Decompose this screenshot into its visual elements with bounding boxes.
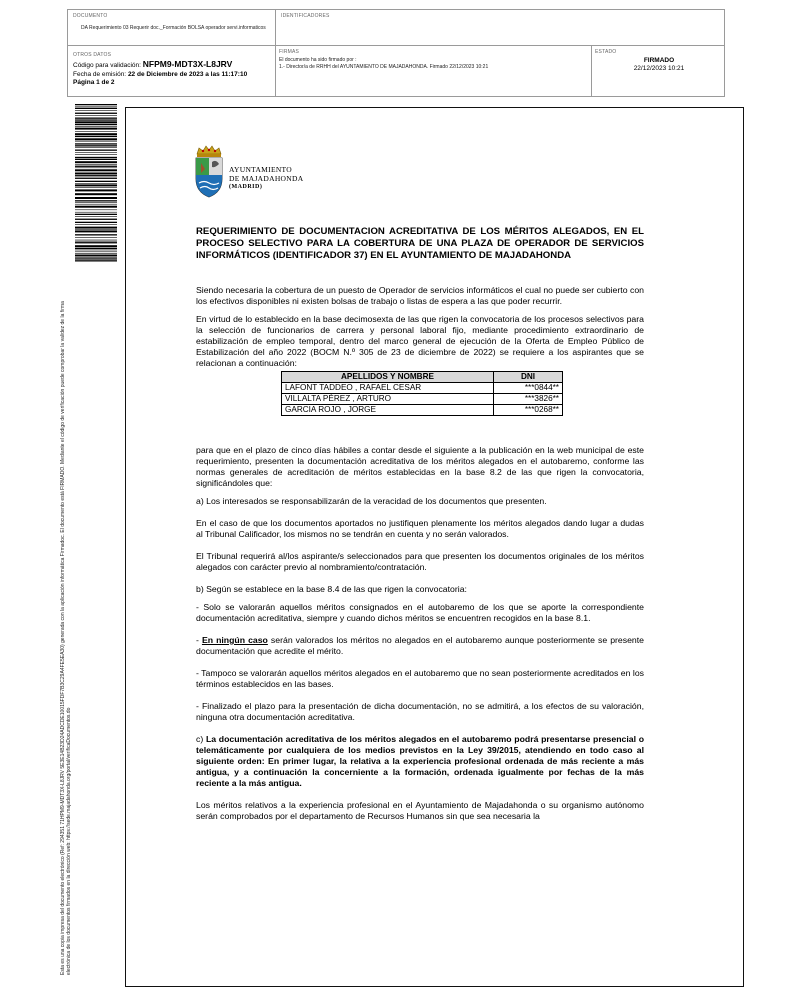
codigo-value: NFPM9-MDT3X-L8JRV [142,59,233,69]
paragraph-4: a) Los interesados se responsabilizarán de la veracidad de los documentos que presenten. [196,496,547,506]
document-body [196,226,644,829]
table-row [282,394,563,405]
fecha-prefix: Fecha de emisión: [73,71,127,78]
header-firmas-box [275,45,592,97]
firmas-line2: 1.- Director/a de RRHH del AYUNTAMIENTO DE MAJADAHONDA. Firmado 22/12/2023 10:21 [279,64,489,70]
paragraph-9 [196,635,644,657]
candidate-dni: ***3826** [494,394,563,405]
fecha-emision [73,71,247,79]
column-header-dni: DNI [494,372,563,383]
codigo-validacion [73,60,232,70]
logo-line2: DE MAJADAHONDA [229,174,304,183]
paragraph-3: para que en el plazo de cinco días hábiles a contar desde el siguiente a la publicación en la web municipal de este requerimiento, presenten la documentación acreditativa de los méritos alegados en el autobaremo, conforme las normas generales de acreditación de méritos establecidas en la base 8.2 de las que rigen la convocatoria, significándoles que: [196,445,644,488]
document-title: REQUERIMIENTO DE DOCUMENTACION ACREDITATIVA DE LOS MÉRITOS ALEGADOS, EN EL PROCESO SELECTIVO PARA LA COBERTURA DE UNA PLAZA DE OPERADOR DE SERVICIOS INFORMÁTICOS (IDENTIFICADOR 37) EN EL AYUNTAMIENTO DE MAJADAHONDA [196,226,644,261]
pagina-indicator: Página 1 de 2 [73,79,115,86]
p9-underlined: En ningún caso [201,635,268,645]
logo-line3: (MADRID) [229,184,263,190]
candidate-name: LAFONT TADDEO , RAFAEL CESAR [282,383,494,394]
table-header-row [282,372,563,383]
paragraph-1: Siendo necesaria la cobertura de un puesto de Operador de servicios informáticos el cual no puede ser cubierto con los efectivos disponibles ni existen bolsas de trabajo o listas de espera a las que poder recurrir. [196,285,644,306]
documento-label: DOCUMENTO [73,13,108,19]
p12-bold: La documentación acreditativa de los méritos alegados en el autobaremo podrá presentarse presencial o telemáticamente por cualquiera de los medios previstos en la Ley 39/2015, atendiendo en todo caso al siguiente orden: En primer lugar, la relativa a la experiencia profesional ordenada de más reciente a más antigua, y a continuación la concerniente a la formación, ordenada igualmente por fechas de la más reciente a la más antigua. [196,734,645,788]
paragraph-13: Los méritos relativos a la experiencia profesional en el Ayuntamiento de Majadahonda o su organismo autónomo serán comprobados por el departamento de Recursos Humanos sin que sea necesaria la [196,800,644,821]
paragraph-7: b) Según se establece en la base 8.4 de las que rigen la convocatoria: [196,584,467,594]
fecha-value: 22 de Diciembre de 2023 a las 11:17:10 [127,71,248,78]
paragraph-10: - Tampoco se valorarán aquellos méritos alegados en el autobaremo que no sean posteriormente acreditados en los términos establecidos en las bases. [196,668,644,689]
firmas-label: FIRMAS [279,49,300,55]
estado-label: ESTADO [595,49,617,55]
estado-date: 22/12/2023 10:21 [633,65,685,72]
header-estado-box [591,45,725,97]
firmas-line1: El documento ha sido firmado por : [279,57,357,63]
paragraph-5: En el caso de que los documentos aportados no justifiquen plenamente los méritos alegados dando lugar a dudas al Tribunal Calificador, los mismos no se tendrán en cuenta y no serán valorados. [196,518,644,539]
otros-datos-label: OTROS DATOS [73,52,112,58]
paragraph-6: El Tribunal requerirá al/los aspirante/s seleccionados para que presenten los documentos originales de los méritos alegados con carácter previo al nombramiento/contratación. [196,551,644,572]
candidate-name: VILLALTA PÉREZ , ARTURO [282,394,494,405]
p9-rest: serán valorados los méritos no alegados en el autobaremo aunque posteriormente se presente documentación que acredite el mérito. [196,635,644,656]
paragraph-8: - Solo se valorarán aquellos méritos consignados en el autobaremo de los que se aporte la correspondiente documentación acreditativa, siempre y cuando dichos méritos se encuentren recogidos en la base 8.1. [196,602,644,623]
codigo-prefix: Código para validación: [73,62,141,69]
table-row [282,405,563,416]
candidate-dni: ***0844** [494,383,563,394]
coat-of-arms-icon [193,145,225,205]
candidate-name: GARCIA ROJO , JORGE [282,405,494,416]
estado-value: FIRMADO [643,57,675,64]
table-row [282,383,563,394]
verification-side-text: Esta es una copia impresa del documento electrónico (Ref: 294351 71HPM9-MDT3X-L8JRV 5E3E14B23D24ADCDE10015FDF7B3C29A4FE5EA30) generada con la aplicación informática Firmadoc. El documento está FIRMADO. Mediante el código de verificación puede comprobar la validez de la firma electrónica de los documentos firmados en la dirección web: https://sede.majadahonda.org/portal/verificaDocumentos.do [60,301,72,975]
candidate-dni: ***0268** [494,405,563,416]
identificadores-label: IDENTIFICADORES [281,13,330,19]
p12-prefix: c) [196,734,206,744]
header-identificadores-box [275,9,725,46]
column-header-name: APELLIDOS Y NOMBRE [282,372,494,383]
paragraph-11: - Finalizado el plazo para la presentación de dicha documentación, no se admitirá, a los efectos de su valoración, ninguna otra documentación acreditativa. [196,701,644,722]
paragraph-2: En virtud de lo establecido en la base decimosexta de las que rigen la convocatoria de los procesos selectivos para la selección de funcionarios de carrera y personal laboral fijo, mediante procedimiento extraordinario de estabilización de empleo temporal, dentro del marco general de ejecución de la Oferta de Empleo Público de Estabilización del año 2022 (BOCM N.º 305 de 23 de diciembre de 2022) se requiere a los aspirantes que se relacionan a continuación: [196,314,644,368]
p9-prefix: - [196,635,202,645]
logo-line1: AYUNTAMIENTO [229,165,292,174]
barcode [75,104,117,262]
documento-value: DA Requerimiento 03 Requerir doc._Formación BOLSA operador servi.informaticos [81,25,266,31]
candidates-table [281,371,563,416]
paragraph-12 [196,734,644,789]
header-documento-box [67,9,276,46]
header-otros-datos-box [67,45,276,97]
municipality-logo-text [229,165,303,192]
